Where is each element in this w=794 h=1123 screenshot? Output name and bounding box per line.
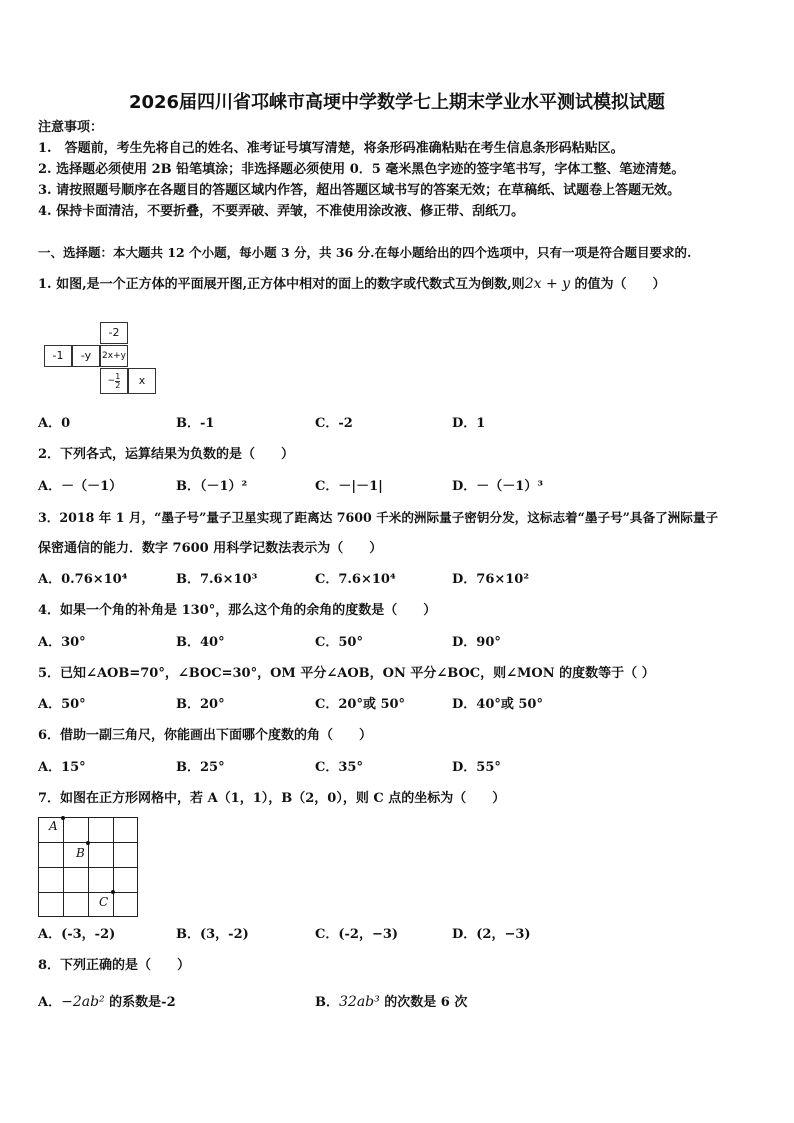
option-c: C．(-2，−3): [315, 927, 399, 942]
option-a: A．50°: [38, 697, 86, 712]
net-cell-top: -2: [100, 322, 128, 344]
grid-line: [39, 867, 137, 868]
grid-line: [39, 892, 137, 893]
option-b: B．40°: [176, 635, 225, 650]
option-a: A．－（－1）: [38, 479, 123, 494]
net-cell-fraction: − $\frac{1}{2}$: [100, 368, 128, 394]
option-d: D．90°: [452, 635, 501, 650]
page-title: 2026届四川省邛崃市高埂中学数学七上期末学业水平测试模拟试题: [128, 92, 666, 113]
point-b-dot: [86, 841, 90, 845]
question-3-stem: 3．2018 年 1 月，“墨子号”量子卫星实现了距离达 7600 千米的洲际量子密钥分发，这标志着“墨子号”具备了洲际量子: [38, 510, 719, 525]
option-c: C．35°: [315, 760, 363, 775]
question-4-stem: 4．如果一个角的补角是 130°，那么这个角的余角的度数是（ ）: [38, 603, 437, 618]
point-a-dot: [61, 816, 65, 820]
question-8-stem: 8．下列正确的是（ ）: [38, 958, 191, 973]
option-a: A．(-3，-2): [38, 927, 116, 942]
option-b: B．25°: [176, 760, 225, 775]
square-grid-diagram: [38, 817, 138, 917]
option-b: B．（－1）²: [176, 479, 248, 494]
option-b: B．-1: [176, 416, 215, 431]
notice-item: 4. 保持卡面清洁，不要折叠，不要弄破、弄皱，不准使用涂改液、修正带、刮纸刀。: [38, 204, 525, 219]
question-7-stem: 7．如图在正方形网格中，若 A（1，1），B（2，0），则 C 点的坐标为（ ）: [38, 791, 506, 806]
option-b: B．32ab³ 的次数是 6 次: [315, 994, 468, 1010]
option-a: A．30°: [38, 635, 86, 650]
point-b-label: B: [76, 846, 85, 860]
net-cell-center: 2x+y: [100, 345, 128, 367]
option-a: A．15°: [38, 760, 86, 775]
net-cell-left2: -y: [72, 345, 100, 367]
option-d: D．1: [452, 416, 486, 431]
option-c: C．－|－1|: [315, 479, 383, 494]
question-3-stem-cont: 保密通信的能力．数字 7600 用科学记数法表示为（ ）: [38, 541, 383, 556]
point-c-label: C: [99, 895, 109, 909]
question-6-stem: 6．借助一副三角尺，你能画出下面哪个度数的角（ ）: [38, 728, 373, 743]
option-a: A．−2ab² 的系数是-2: [38, 994, 176, 1010]
notice-item: 1. 答题前，考生先将自己的姓名、准考证号填写清楚，将条形码准确粘贴在考生信息条形码粘贴区。: [38, 141, 624, 156]
question-1-stem: 1. 如图,是一个正方体的平面展开图,正方体中相对的面上的数字或代数式互为倒数,则2x + y 的值为（ ）: [38, 276, 666, 292]
option-c: C．20°或 50°: [315, 697, 406, 712]
point-c-dot: [111, 890, 115, 894]
net-cell-left1: -1: [44, 345, 72, 367]
option-d: D．76×10²: [452, 572, 530, 587]
option-d: D．(2，−3): [452, 927, 531, 942]
section-heading: 一、选择题：本大题共 12 个小题，每小题 3 分，共 36 分.在每小题给出的四个选项中，只有一项是符合题目要求的.: [38, 245, 692, 260]
net-cell-right: x: [128, 368, 156, 394]
option-b: B．(3，-2): [176, 927, 249, 942]
option-a: A．0.76×10⁴: [38, 572, 128, 587]
option-d: D．－（－1）³: [452, 479, 544, 494]
option-b: B．20°: [176, 697, 225, 712]
option-c: C．7.6×10⁴: [315, 572, 396, 587]
option-c: C．-2: [315, 416, 353, 431]
option-d: D．40°或 50°: [452, 697, 543, 712]
notice-item: 3. 请按照题号顺序在各题目的答题区域内作答，超出答题区域书写的答案无效；在草稿纸、试题卷上答题无效。: [38, 183, 681, 198]
option-d: D．55°: [452, 760, 501, 775]
notice-item: 2. 选择题必须使用 2B 铅笔填涂；非选择题必须使用 0．5 毫米黑色字迹的签字笔书写，字体工整、笔迹清楚。: [38, 162, 685, 177]
option-c: C．50°: [315, 635, 363, 650]
option-b: B．7.6×10³: [176, 572, 258, 587]
question-5-stem: 5．已知∠AOB=70°，∠BOC=30°，OM 平分∠AOB，ON 平分∠BOC，则∠MON 的度数等于（ ）: [38, 666, 655, 681]
question-2-stem: 2．下列各式，运算结果为负数的是（ ）: [38, 447, 295, 462]
notice-heading: 注意事项：: [38, 120, 104, 135]
option-a: A．0: [38, 416, 71, 431]
point-a-label: A: [49, 819, 58, 833]
